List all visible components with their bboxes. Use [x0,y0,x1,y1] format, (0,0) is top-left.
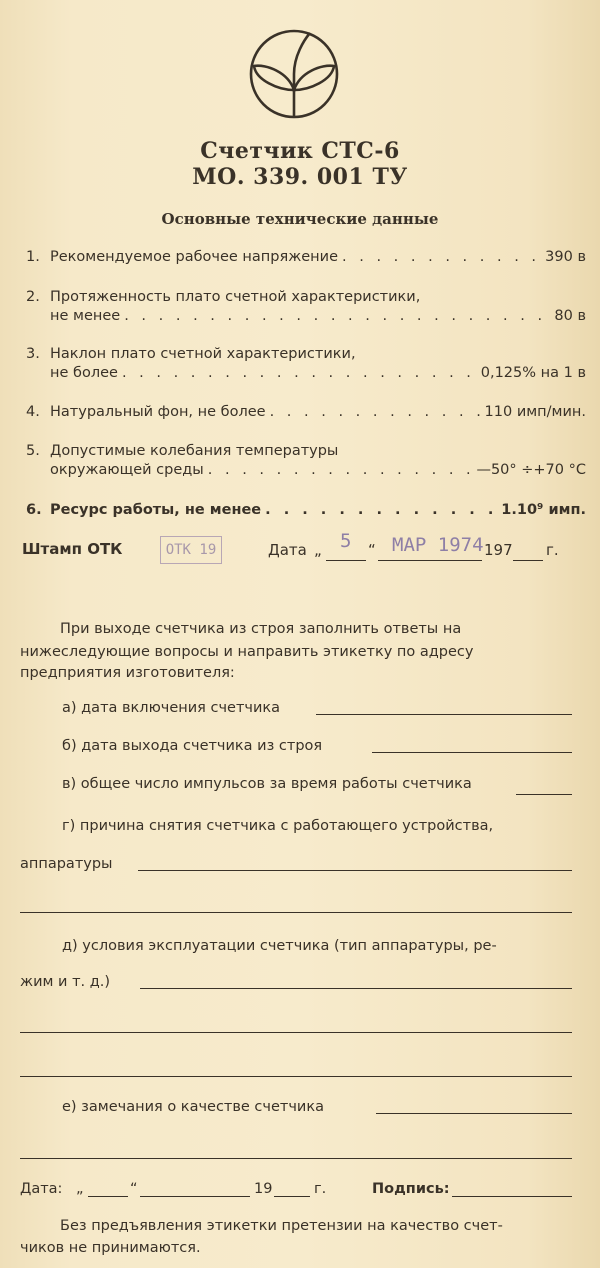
spec-label: не менее [50,308,121,324]
answer-g-field-line2[interactable] [20,912,572,913]
question-b-label: б) дата выхода счетчика из строя [62,738,323,754]
answer-a-field[interactable] [316,714,572,715]
plant-sprout-logo-icon [248,28,340,120]
footer-month-field[interactable] [140,1196,250,1197]
spec-value: 80 в [554,308,586,324]
question-v-label: в) общее число импульсов за время работы счетчика [62,776,472,792]
otk-year-line [513,560,543,561]
answer-v-field[interactable] [516,794,572,795]
spec-item-2 [26,289,586,324]
footer-date-label: Дата: [20,1181,63,1197]
spec-label: не более [50,365,118,381]
question-d-continuation: жим и т. д.) [20,974,111,990]
otk-stamp-label: Штамп ОТК [22,540,123,558]
otk-date-open-quote: „ [314,541,322,559]
footer-date-open-quote: „ [76,1181,84,1197]
leader-dots [342,249,541,265]
answer-g-field-line1[interactable] [138,870,572,871]
leader-dots [208,462,473,478]
otk-date-close-quote: “ [368,541,376,559]
footer-century: 19 [254,1181,273,1197]
spec-value: 390 в [545,249,586,265]
otk-stamp: ОТК 19 [160,536,222,564]
spec-number: 1. [26,249,40,265]
spec-number: 5. [26,443,40,459]
footer-day-field[interactable] [88,1196,128,1197]
answer-e-field-line1[interactable] [376,1113,572,1114]
leader-dots [124,308,550,324]
footer-date-close-quote: “ [130,1181,138,1197]
spec-value: 1.10⁹ имп. [501,502,586,518]
footer-note-line2: чиков не принимаются. [20,1240,201,1256]
answer-b-field[interactable] [372,752,572,753]
spec-value: 0,125% на 1 в [480,365,586,381]
instructions-intro-line2: нижеследующие вопросы и направить этикетку по адресу [20,644,474,660]
footer-year-suffix: г. [314,1181,327,1197]
question-d-label: д) условия эксплуатации счетчика (тип аппаратуры, ре- [62,938,497,954]
leader-dots [270,404,481,420]
otk-date-label: Дата [268,541,307,559]
document-spec-number: МО. 339. 001 ТУ [192,164,408,190]
otk-month-line [378,560,482,561]
spec-label: окружающей среды [50,462,204,478]
answer-d-field-line3[interactable] [20,1076,572,1077]
question-e-label: е) замечания о качестве счетчика [62,1099,324,1115]
footer-year-field[interactable] [274,1196,310,1197]
leader-dots [265,502,497,518]
otk-day-value: 5 [340,530,352,552]
spec-label: Рекомендуемое рабочее напряжение [50,249,339,265]
answer-d-field-line2[interactable] [20,1032,572,1033]
otk-day-line [326,560,366,561]
otk-month-year-stamp: МАР 1974 [392,534,484,556]
leader-dots [122,365,477,381]
question-g-label: г) причина снятия счетчика с работающего устройства, [62,818,494,834]
instructions-intro-line1: При выходе счетчика из строя заполнить ответы на [60,621,462,637]
otk-year-suffix: г. [546,541,559,559]
document-title: Счетчик СТС-6 [200,138,400,164]
spec-item-6 [26,502,586,518]
answer-e-field-line2[interactable] [20,1158,572,1159]
spec-item-4 [26,404,586,420]
spec-number: 4. [26,404,40,420]
spec-number: 6. [26,502,42,518]
spec-label-line1: Наклон плато счетной характеристики, [50,346,356,362]
spec-number: 2. [26,289,40,305]
spec-item-1 [26,249,586,265]
question-a-label: а) дата включения счетчика [62,700,281,716]
section-heading: Основные технические данные [161,210,439,228]
spec-label: Ресурс работы, не менее [50,502,262,518]
spec-item-5 [26,443,586,478]
spec-value: —50° ÷+70 °C [476,462,586,478]
spec-item-3 [26,346,586,381]
otk-year-prefix: 197 [484,541,513,559]
footer-note-line1: Без предъявления этикетки претензии на качество счет- [60,1218,503,1234]
spec-number: 3. [26,346,40,362]
signature-label: Подпись: [372,1181,450,1197]
spec-label-line1: Допустимые колебания температуры [50,443,339,459]
instructions-intro-line3: предприятия изготовителя: [20,665,235,681]
spec-label-line1: Протяженность плато счетной характеристики, [50,289,421,305]
signature-field[interactable] [452,1196,572,1197]
answer-d-field-line1[interactable] [140,988,572,989]
spec-value: 110 имп/мин. [484,404,586,420]
spec-label: Натуральный фон, не более [50,404,266,420]
question-g-continuation: аппаратуры [20,856,113,872]
